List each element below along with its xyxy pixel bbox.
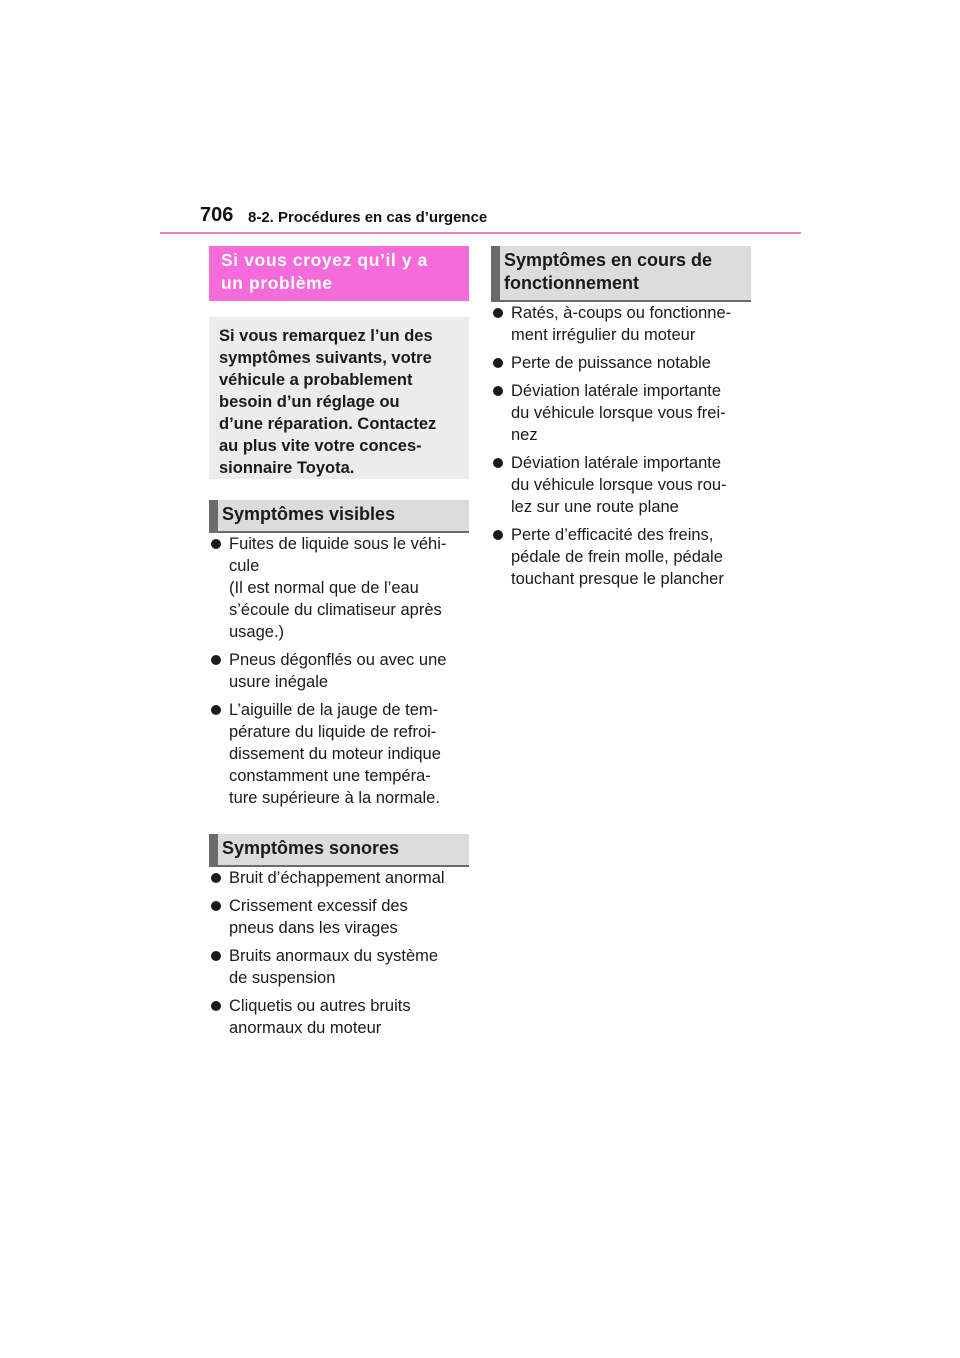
problem-title-box [209, 246, 469, 301]
problem-title: Si vous croyez qu’il y a un problème [221, 250, 428, 293]
section-heading-text: Symptômes sonores [222, 838, 400, 858]
list-item: Fuites de liquide sous le véhi- cule (Il est normal que de l’eau s’écoule du climatiseur après usage.) [209, 533, 469, 643]
sound-symptoms-list [209, 867, 469, 1039]
list-item: Perte d’efficacité des freins, pédale de frein molle, pédale touchant presque le plancher [491, 524, 751, 590]
section-heading-visibles [209, 500, 469, 533]
bullet-icon [211, 873, 221, 883]
left-column [209, 246, 469, 1039]
list-item: Déviation latérale importante du véhicule lorsque vous rou- lez sur une route plane [491, 452, 751, 518]
right-column [491, 246, 751, 590]
bullet-icon [493, 308, 503, 318]
list-item: Perte de puissance notable [491, 352, 751, 374]
bullet-icon [211, 901, 221, 911]
section-heading-fonctionnement [491, 246, 751, 302]
section-heading-text: Symptômes en cours de fonctionnement [504, 250, 713, 293]
list-item: Ratés, à-coups ou fonctionne- ment irrégulier du moteur [491, 302, 751, 346]
notice-box [209, 317, 469, 479]
visible-symptoms-list [209, 533, 469, 809]
bullet-icon [493, 386, 503, 396]
list-item: L’aiguille de la jauge de tem- pérature du liquide de refroi- dissement du moteur indique constamment une tempéra- ture supérieure à la normale. [209, 699, 469, 809]
page-number: 706 [200, 204, 234, 226]
header-rule [160, 232, 801, 234]
chapter-title: 8-2. Procédures en cas d’urgence [248, 209, 488, 226]
bullet-icon [211, 951, 221, 961]
bullet-icon [493, 458, 503, 468]
bullet-icon [211, 1001, 221, 1011]
bullet-icon [493, 358, 503, 368]
list-item: Pneus dégonflés ou avec une usure inégale [209, 649, 469, 693]
list-item: Crissement excessif des pneus dans les virages [209, 895, 469, 939]
section-heading-sonores [209, 834, 469, 867]
list-item: Bruit d’échappement anormal [209, 867, 469, 889]
bullet-icon [493, 530, 503, 540]
list-item: Déviation latérale importante du véhicule lorsque vous frei- nez [491, 380, 751, 446]
bullet-icon [211, 655, 221, 665]
bullet-icon [211, 705, 221, 715]
section-heading-text: Symptômes visibles [222, 504, 396, 524]
list-item: Cliquetis ou autres bruits anormaux du moteur [209, 995, 469, 1039]
bullet-icon [211, 539, 221, 549]
operating-symptoms-list [491, 302, 751, 590]
list-item: Bruits anormaux du système de suspension [209, 945, 469, 989]
notice-text: Si vous remarquez l’un des symptômes suivants, votre véhicule a probablement besoin d’un réglage ou d’une réparation. Contactez au plus vite votre conces- sionnaire Toyota. [219, 327, 437, 477]
